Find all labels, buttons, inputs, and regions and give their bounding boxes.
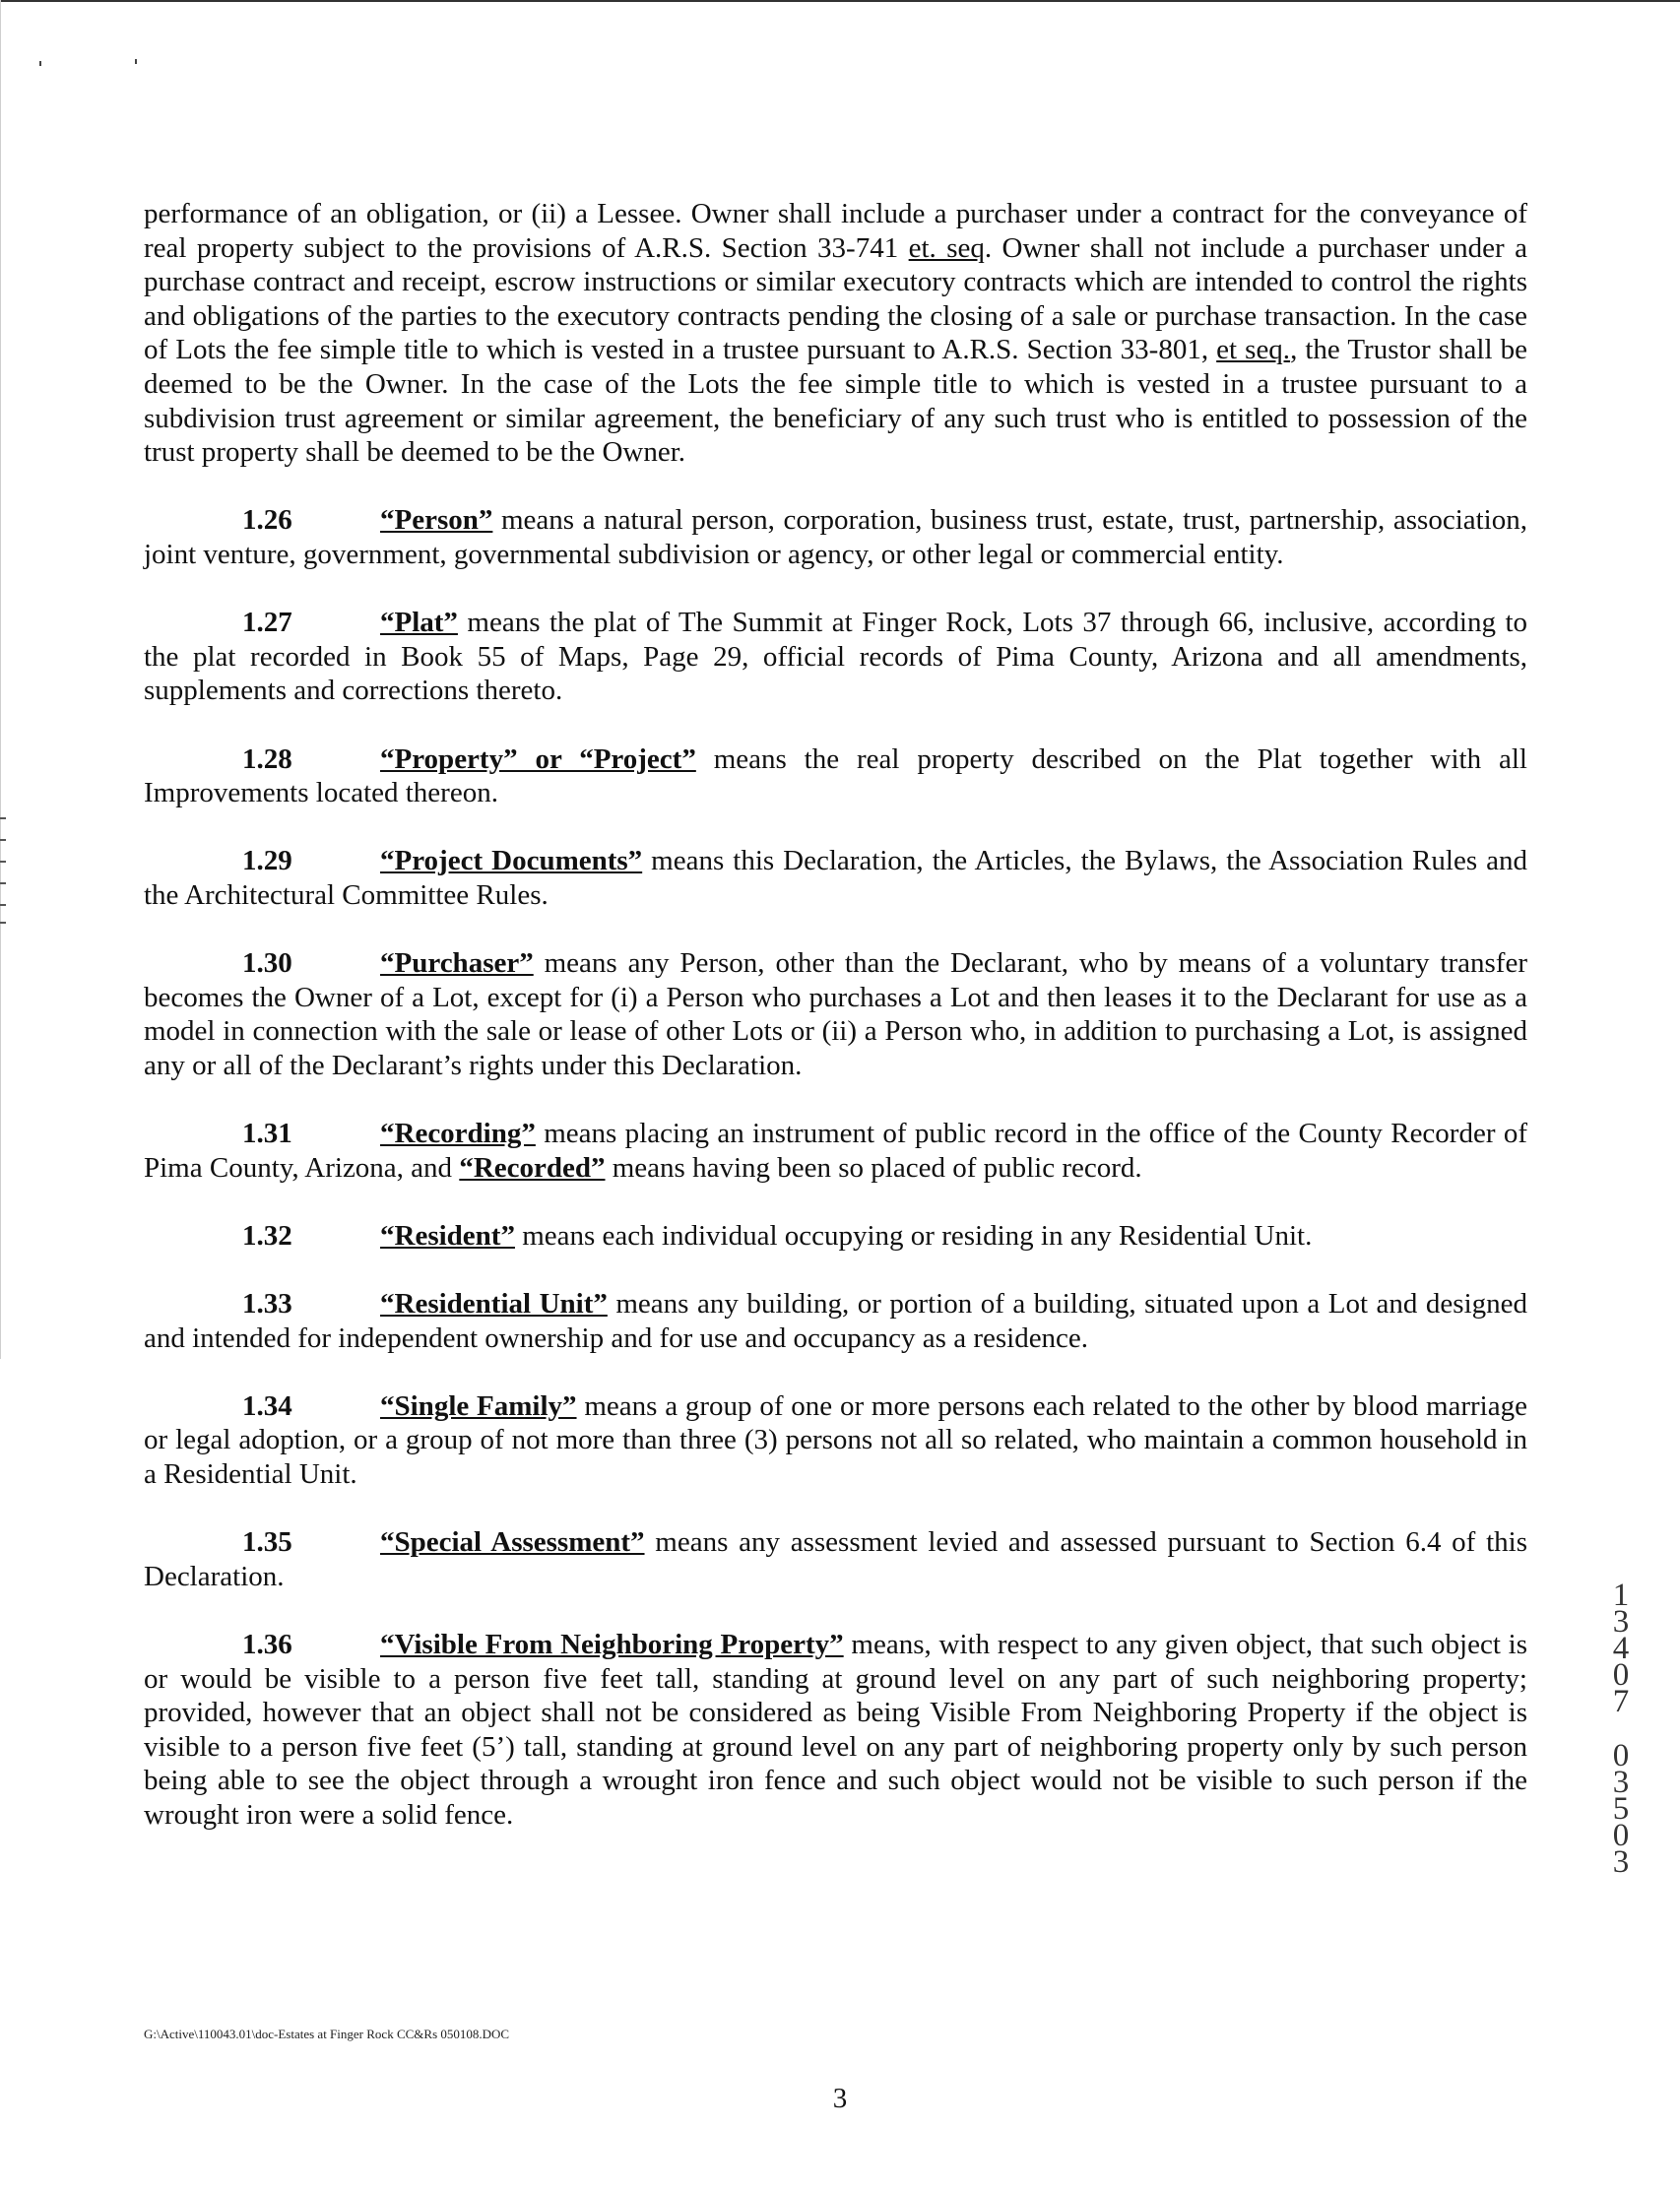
stamp-digit: 3 (1612, 1844, 1630, 1880)
et-seq-reference: et seq. (1216, 334, 1291, 366)
definition-text: means the real property described on the Plat together with all Improvements located thereon. (144, 742, 1527, 809)
section-number: 1.29 (242, 845, 292, 877)
section-number: 1.28 (242, 742, 292, 775)
recording-stamp-number (1600, 1578, 1642, 1880)
intro-text-1: performance of an obligation, or (ii) a Lessee. Owner shall include a purchaser under a contract for the conveyance of real property subject to the provisions of A.R.S. Section 33-741 (144, 198, 1527, 264)
definition-text: means any assessment levied and assessed pursuant to Section 6.4 of this Declaration. (144, 1526, 1527, 1592)
footer-file-path: G:\Active\110043.01\doc-Estates at Finger Rock CC&Rs 050108.DOC (144, 2027, 510, 2041)
document-body (144, 197, 1527, 1866)
defined-term: “Purchaser” (380, 947, 534, 980)
stamp-digit: 4 (1612, 1631, 1630, 1666)
page-number: 3 (832, 2083, 848, 2114)
defined-term: “Residential Unit” (380, 1288, 608, 1320)
defined-term: “Resident” (380, 1219, 515, 1252)
definition-1-31 (144, 1117, 1527, 1185)
top-scan-border (0, 0, 1680, 2)
stamp-digit: 0 (1612, 1738, 1630, 1773)
defined-term: “Plat” (380, 607, 458, 639)
intro-text-3: , the Trustor shall be deemed to be the Owner. In the case of the Lots the fee simple title to which is vested in a trustee pursuant to a subdivision trust agreement or similar agreement, the beneficiary of any such trust who is entitled to possession of the trust property shall be deemed to be the Owner. (144, 334, 1527, 469)
stamp-digit: 0 (1612, 1818, 1630, 1853)
definition-text: means each individual occupying or residing in any Residential Unit. (514, 1219, 1313, 1252)
defined-term: “Person” (380, 504, 493, 537)
defined-term: “Single Family” (380, 1389, 577, 1422)
stamp-digit: 3 (1612, 1604, 1630, 1640)
intro-text-2: . Owner shall not include a purchaser under a purchase contract and receipt, escrow instructions or similar executory contracts which are intended to control the rights and obligations of the parties to the executory contracts pending the closing of a sale or purchase transaction. In the case of Lots the fee simple title to which is vested in a trustee pursuant to A.R.S. Section 33-801, (144, 231, 1527, 366)
definition-1-32 (144, 1219, 1527, 1254)
section-number: 1.30 (242, 947, 292, 980)
definition-1-35 (144, 1525, 1527, 1593)
scan-edge-marks (0, 817, 6, 926)
section-number: 1.31 (242, 1118, 292, 1150)
section-number: 1.26 (242, 504, 292, 537)
defined-term: “Recorded” (459, 1151, 606, 1184)
scan-speck (39, 61, 41, 66)
section-number: 1.34 (242, 1389, 292, 1422)
definition-1-36 (144, 1628, 1527, 1833)
scan-speck (135, 59, 137, 64)
stamp-digit: 7 (1612, 1684, 1630, 1719)
definition-1-28 (144, 742, 1527, 810)
defined-term: “Recording” (380, 1118, 536, 1150)
definition-text: means, with respect to any given object, that such object is or would be visible to a person five feet tall, standing at ground level on any part of such neighboring property; provided, however that an object shall not be considered as being Visible From Neighboring Property if the object is visible to a person five feet (5’) tall, standing at ground level on any part of neighboring property only by such person being able to see the object through a wrought iron fence and such object would not be visible to such person if the wrought iron were a solid fence. (144, 1628, 1527, 1831)
definition-1-34 (144, 1389, 1527, 1492)
section-number: 1.35 (242, 1526, 292, 1559)
defined-term: “Visible From Neighboring Property” (380, 1628, 844, 1660)
stamp-digit: 0 (1612, 1657, 1630, 1693)
definition-text: means this Declaration, the Articles, the Bylaws, the Association Rules and the Architectural Committee Rules. (144, 845, 1527, 911)
definition-text: means a natural person, corporation, business trust, estate, trust, partnership, association, joint venture, government, governmental subdivision or agency, or other legal or commercial entity. (144, 504, 1527, 570)
section-number: 1.27 (242, 607, 292, 639)
stamp-digit: 1 (1612, 1578, 1630, 1613)
section-number: 1.36 (242, 1628, 292, 1660)
definition-1-33 (144, 1287, 1527, 1355)
left-scan-border (0, 0, 1, 1359)
intro-paragraph (144, 197, 1527, 470)
et-seq-reference: et. seq (908, 231, 985, 264)
definition-text: means any Person, other than the Declarant, who by means of a voluntary transfer becomes the Owner of a Lot, except for (i) a Person who purchases a Lot and then leases it to the Declarant for use as a model in connection with the sale or lease of other Lots or (ii) a Person who, in addition to purchasing a Lot, is assigned any or all of the Declarant’s rights under this Declaration. (144, 947, 1527, 1081)
defined-term: “Project Documents” (380, 845, 643, 877)
stamp-digit: 3 (1612, 1765, 1630, 1800)
definition-1-26 (144, 503, 1527, 571)
definition-text: means a group of one or more persons each related to the other by blood marriage or legal adoption, or a group of not more than three (3) persons not all so related, who maintain a common household in a Residential Unit. (144, 1389, 1527, 1490)
stamp-digit: 5 (1612, 1791, 1630, 1827)
section-number: 1.33 (242, 1288, 292, 1320)
definition-1-29 (144, 844, 1527, 912)
definition-text: means the plat of The Summit at Finger Rock, Lots 37 through 66, inclusive, according to the plat recorded in Book 55 of Maps, Page 29, official records of Pima County, Arizona and all amendments, supplements and corrections thereto. (144, 607, 1527, 707)
section-number: 1.32 (242, 1219, 292, 1252)
defined-term: “Property” or “Project” (380, 742, 696, 775)
definition-1-30 (144, 946, 1527, 1082)
definition-text: means having been so placed of public record. (605, 1151, 1142, 1184)
definition-1-27 (144, 606, 1527, 708)
defined-term: “Special Assessment” (380, 1526, 645, 1559)
definition-text: means any building, or portion of a building, situated upon a Lot and designed and intended for independent ownership and for use and occupancy as a residence. (144, 1288, 1528, 1354)
definition-text: means placing an instrument of public record in the office of the County Recorder of Pima County, Arizona, and (144, 1118, 1527, 1184)
